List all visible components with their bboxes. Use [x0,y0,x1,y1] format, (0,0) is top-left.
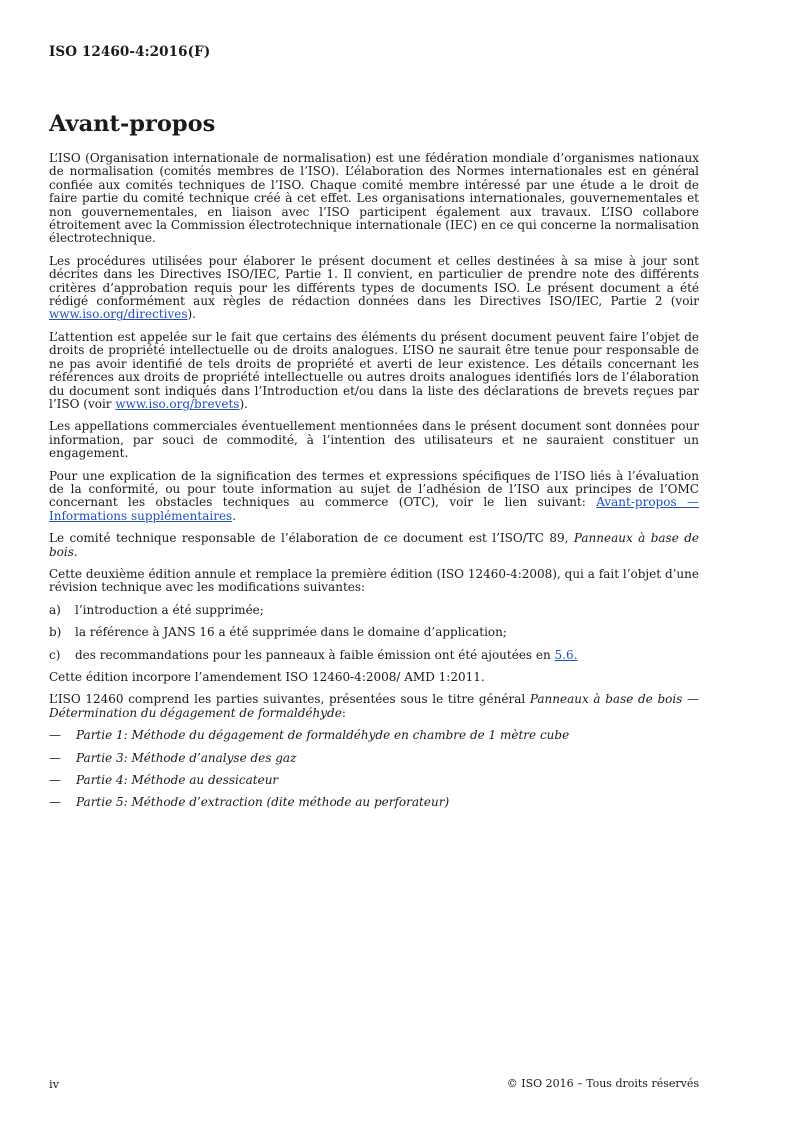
part-title: Partie 1: Méthode du dégagement de formaldéhyde en chambre de 1 mètre cube [76,728,570,743]
brevets-link[interactable]: www.iso.org/brevets [115,396,240,411]
list-dash: — [49,773,61,788]
part-title: Partie 5: Méthode d’extraction (dite méthode au perforateur) [76,795,450,810]
part-title: Partie 4: Méthode au dessicateur [76,773,279,788]
foreword-content [49,152,699,819]
list-item-text-content: des recommandations pour les panneaux à faible émission ont été ajoutées en [75,647,555,662]
paragraph-technical-committee-text: Le comité technique responsable de l’élaboration de ce document est l’ISO/TC 89, [49,531,574,546]
list-item-text: la référence à JANS 16 a été supprimée dans le domaine d’application; [75,625,507,640]
list-item [49,626,699,639]
paragraph-procedures-text: Les procédures utilisées pour élaborer le présent document et celles destinées à sa mise à jour sont décrites dans les Directives ISO/IEC, Partie 1. Il convient, en particulier de prendre note des différents critères d’approbation requis pour les différents types de documents ISO. Le présent document a été rédigé conformément aux règles de rédaction données dans les Directives ISO/IEC, Partie 2 (voir [49,253,699,309]
foreword-supplementary-link[interactable]: Avant-propos — Informations supplémentaires [49,495,699,523]
list-dash: — [49,795,61,810]
list-dash: — [49,728,61,743]
list-marker: c) [49,647,61,662]
clause-5-6-link[interactable]: 5.6. [554,647,578,662]
paragraph-edition: Cette deuxième édition annule et remplace la première édition (ISO 12460-4:2008), qui a fait l’objet d’une révision technique avec les modifications suivantes: [49,566,699,595]
list-item [49,774,699,787]
list-dash: — [49,750,61,765]
paragraph-parts-intro-end: : [341,705,346,720]
list-item-text [75,649,577,662]
paragraph-patent-rights-text: L’attention est appelée sur le fait que certains des éléments du présent document peuvent faire l’objet de droits de propriété intellectuelle ou de droits analogues. L’ISO ne saurait être tenue pour responsable de ne pas avoir identifié de tels droits de propriété et averti de leur existence. Les détails concernant les références aux droits de propriété intellectuelle ou autres droits analogues identifiés lors de l’élaboration du document sont indiqués dans l’Introduction et/ou dans la liste des déclarations de brevets reçues par l’ISO (voir [49,329,699,411]
paragraph-parts-intro-text: L’ISO 12460 comprend les parties suivantes, présentées sous le titre général [49,692,530,707]
paragraph-conformity-text: Pour une explication de la signification des termes et expressions spécifiques de l’ISO liés à l’évaluation de la conformité, ou pour toute information au sujet de l’adhésion de l’ISO aux principes de l’OMC concernant les obstacles techniques au commerce (OTC), voir le lien suivant: [49,468,699,510]
paragraph-conformity [49,470,699,524]
paragraph-patent-rights [49,331,699,411]
list-item [49,604,699,617]
list-item-text: l’introduction a été supprimée; [75,602,264,617]
paragraph-amendment: Cette édition incorpore l’amendement ISO 12460-4:2008/ AMD 1:2011. [49,670,485,684]
paragraph-technical-committee-end: . [73,544,78,559]
paragraph-parts-intro [49,693,699,720]
paragraph-procedures-end: ). [187,307,196,322]
paragraph-technical-committee [49,532,699,559]
paragraph-procedures [49,255,699,322]
list-item [49,796,699,809]
directives-link[interactable]: www.iso.org/directives [49,307,188,322]
page-number: iv [49,1077,60,1091]
document-identifier: ISO 12460-4:2016(F) [49,44,211,60]
copyright-notice: © ISO 2016 – Tous droits réservés [506,1077,699,1090]
general-title: Panneaux à base de bois — Détermination du dégagement de formaldéhyde [49,692,700,720]
paragraph-iso-organisation: L’ISO (Organisation internationale de normalisation) est une fédération mondiale d’organismes nationaux de normalisation (comités membres de l’ISO). L’élaboration des Normes internationales est en général confiée aux comités techniques de l’ISO. Chaque comité membre intéressé par une étude a le droit de faire partie du comité technique créé à cet effet. Les organisations internationales, gouvernementales et non gouvernementales, en liaison avec l’ISO participent également aux travaux. L’ISO collabore étroitement avec la Commission électrotechnique internationale (IEC) en ce qui concerne la normalisation électrotechnique. [49,151,699,246]
paragraph-conformity-end: . [232,508,237,523]
part-title: Partie 3: Méthode d’analyse des gaz [76,750,297,765]
paragraph-trade-names: Les appellations commerciales éventuellement mentionnées dans le présent document sont données pour information, par souci de commodité, à l’intention des utilisateurs et ne sauraient constituer un engagement. [49,419,699,461]
list-item [49,729,699,742]
committee-name: Panneaux à base de bois [49,531,699,559]
paragraph-patent-rights-end: ). [239,396,248,411]
section-title: Avant-propos [49,111,216,137]
list-item [49,752,699,765]
list-item [49,649,699,662]
list-marker: a) [49,602,61,617]
list-marker: b) [49,625,62,640]
